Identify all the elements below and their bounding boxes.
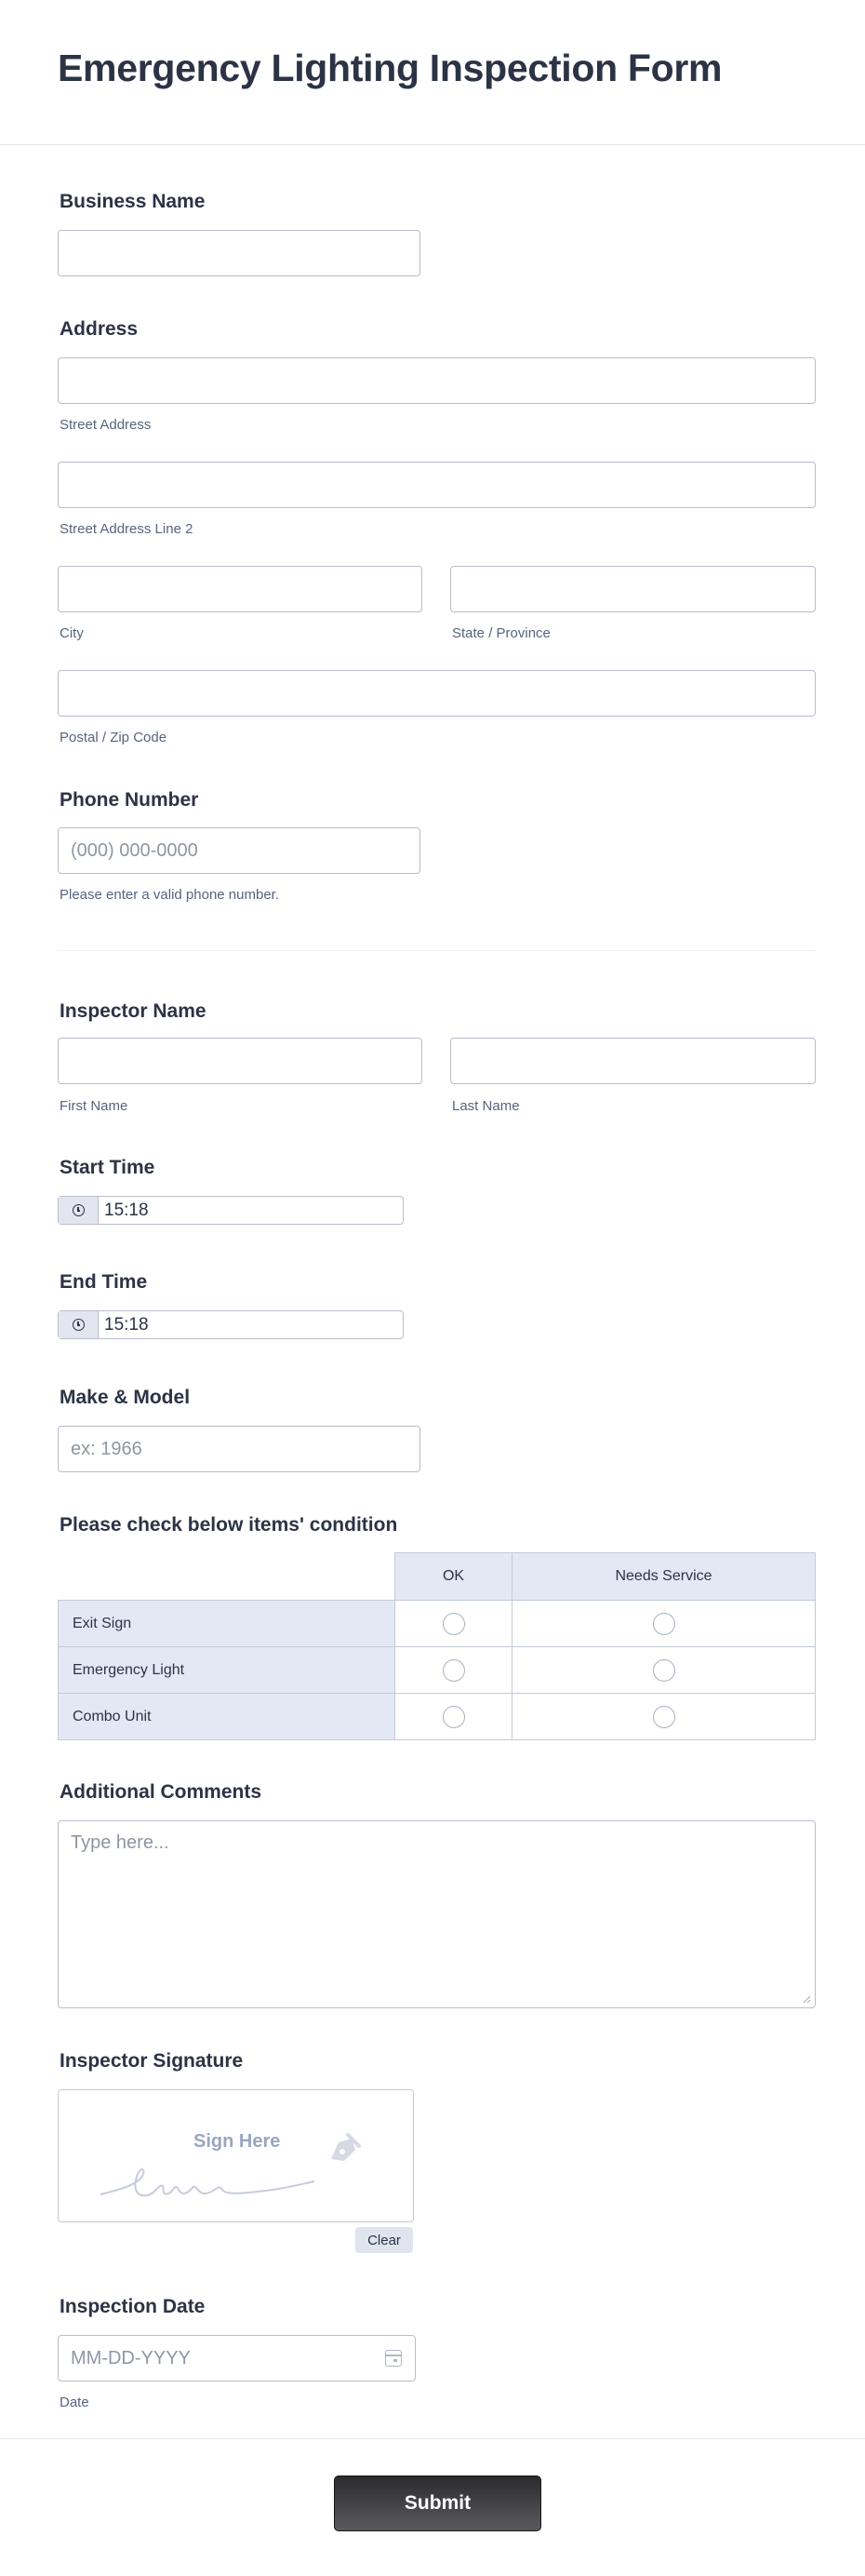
comments-label: Additional Comments — [60, 1781, 262, 1803]
comments-placeholder: Type here... — [71, 1832, 169, 1853]
inspection-date-placeholder: MM-DD-YYYY — [71, 2347, 191, 2368]
matrix-corner — [59, 1553, 395, 1601]
radio-emergency-light-ok[interactable] — [443, 1659, 465, 1682]
condition-matrix — [58, 1552, 816, 1740]
pen-nib-icon — [324, 2131, 363, 2168]
end-time-value: 15:18 — [104, 1314, 149, 1335]
city-sublabel: City — [60, 625, 84, 641]
inspection-date-label: Inspection Date — [60, 2296, 206, 2317]
phone-label: Phone Number — [60, 789, 199, 811]
signature-scribble-icon — [96, 2141, 338, 2207]
state-sublabel: State / Province — [452, 625, 551, 641]
clock-icon — [73, 1204, 85, 1216]
street-address-input[interactable] — [58, 357, 816, 404]
make-model-input[interactable] — [58, 1426, 420, 1472]
signature-pad[interactable] — [58, 2089, 414, 2222]
form-title: Emergency Lighting Inspection Form — [58, 47, 723, 89]
signature-clear-button[interactable]: Clear — [355, 2227, 413, 2253]
city-input[interactable] — [58, 566, 422, 612]
section-divider — [58, 950, 815, 951]
column-needs-service: Needs Service — [512, 1553, 816, 1601]
row-label-emergency-light: Emergency Light — [59, 1647, 395, 1694]
street-address-line2-input[interactable] — [58, 462, 816, 508]
business-name-label: Business Name — [60, 191, 206, 212]
radio-exit-sign-ok[interactable] — [443, 1613, 465, 1635]
postal-code-sublabel: Postal / Zip Code — [60, 730, 167, 745]
phone-input[interactable] — [58, 827, 420, 874]
signature-prompt: Sign Here — [193, 2131, 281, 2152]
last-name-sublabel: Last Name — [452, 1098, 520, 1114]
radio-combo-unit-needs-service[interactable] — [653, 1706, 675, 1728]
state-input[interactable] — [450, 566, 816, 612]
make-model-label: Make & Model — [60, 1387, 191, 1408]
inspector-name-label: Inspector Name — [60, 1000, 206, 1022]
business-name-input[interactable] — [58, 230, 420, 276]
radio-emergency-light-needs-service[interactable] — [653, 1659, 675, 1682]
start-time-value: 15:18 — [104, 1200, 149, 1220]
phone-placeholder: (000) 000-0000 — [71, 839, 198, 861]
end-time-label: End Time — [60, 1271, 148, 1293]
start-time-input[interactable] — [58, 1196, 404, 1225]
make-model-placeholder: ex: 1966 — [71, 1438, 142, 1459]
radio-exit-sign-needs-service[interactable] — [653, 1613, 675, 1635]
inspection-date-sublabel: Date — [60, 2395, 89, 2410]
start-time-label: Start Time — [60, 1157, 155, 1178]
table-row — [59, 1694, 816, 1740]
row-label-combo-unit: Combo Unit — [59, 1694, 395, 1740]
condition-matrix-label: Please check below items' condition — [60, 1514, 398, 1536]
calendar-icon[interactable] — [385, 2350, 402, 2367]
street-address-line2-sublabel: Street Address Line 2 — [60, 521, 193, 537]
phone-hint: Please enter a valid phone number. — [60, 887, 279, 903]
last-name-input[interactable] — [450, 1038, 816, 1084]
end-time-icon-box — [59, 1311, 99, 1338]
table-row — [59, 1601, 816, 1647]
street-address-sublabel: Street Address — [60, 417, 152, 433]
end-time-input[interactable] — [58, 1310, 404, 1339]
radio-combo-unit-ok[interactable] — [443, 1706, 465, 1728]
postal-code-input[interactable] — [58, 670, 816, 717]
address-label: Address — [60, 318, 139, 340]
first-name-sublabel: First Name — [60, 1098, 128, 1114]
table-row — [59, 1647, 816, 1694]
comments-textarea[interactable] — [58, 1820, 816, 2008]
resize-handle-icon[interactable] — [802, 1994, 811, 2004]
clock-icon — [73, 1319, 85, 1331]
start-time-icon-box — [59, 1197, 99, 1224]
inspection-date-input[interactable] — [58, 2335, 416, 2381]
submit-button[interactable]: Submit — [334, 2475, 541, 2531]
row-label-exit-sign: Exit Sign — [59, 1601, 395, 1647]
form-header — [0, 0, 865, 145]
column-ok: OK — [395, 1553, 512, 1601]
first-name-input[interactable] — [58, 1038, 422, 1084]
signature-label: Inspector Signature — [60, 2050, 244, 2072]
